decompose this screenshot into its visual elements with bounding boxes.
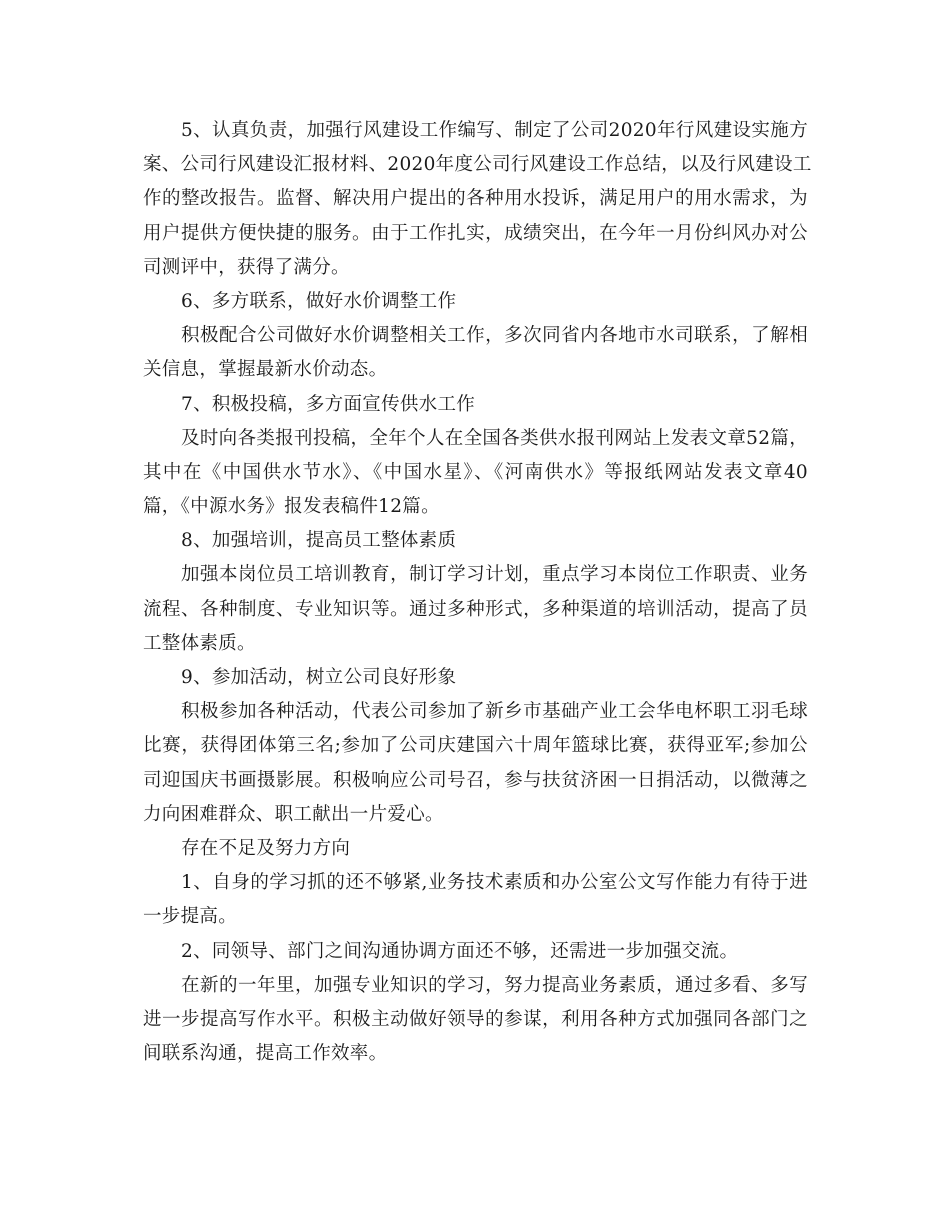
body-paragraph: [143, 969, 808, 1072]
body-paragraph: [143, 319, 808, 387]
text-line: 8、加强培训，提高员工整体素质: [181, 530, 457, 552]
text-line: 加强本岗位员工培训教育，制订学习计划，重点学习本岗位工作职责、业务: [181, 564, 808, 586]
body-paragraph: [143, 558, 808, 661]
body-paragraph: [143, 935, 808, 969]
text-line: 关信息，掌握最新水价动态。: [143, 359, 388, 381]
text-line: 篇，《中源水务》报发表稿件12篇。: [143, 496, 440, 518]
text-line: 在新的一年里，加强专业知识的学习，努力提高业务素质，通过多看、多写: [181, 974, 808, 996]
section-heading: [143, 832, 808, 866]
text-line: 1、自身的学习抓的还不够紧,业务技术素质和办公室公文写作能力有待于进: [181, 872, 808, 894]
text-line: 司测评中，获得了满分。: [143, 256, 350, 278]
text-line: 一步提高。: [143, 906, 238, 928]
text-line: 7、积极投稿，多方面宣传供水工作: [181, 393, 476, 415]
text-line: 工整体素质。: [143, 632, 256, 654]
section-heading: [143, 285, 808, 319]
section-heading: [143, 388, 808, 422]
text-line: 比赛，获得团体第三名;参加了公司庆建国六十周年篮球比赛，获得亚军;参加公: [143, 735, 808, 757]
body-paragraph: [143, 866, 808, 934]
text-line: 2、同领导、部门之间沟通协调方面还不够，还需进一步加强交流。: [181, 940, 739, 962]
text-line: 司迎国庆书画摄影展。积极响应公司号召，参与扶贫济困一日捐活动，以微薄之: [143, 769, 808, 791]
section-heading: [143, 524, 808, 558]
text-line: 作的整改报告。监督、解决用户提出的各种用水投诉，满足用户的用水需求，为: [143, 188, 808, 210]
body-paragraph: [143, 422, 808, 525]
text-line: 其中在《中国供水节水》、《中国水星》、《河南供水》等报纸网站发表文章40: [143, 461, 808, 483]
text-line: 9、参加活动，树立公司良好形象: [181, 667, 457, 688]
text-line: 力向困难群众、职工献出一片爱心。: [143, 803, 444, 825]
text-line: 间联系沟通，提高工作效率。: [143, 1043, 388, 1065]
text-line: 5、认真负责，加强行风建设工作编写、制定了公司2020年行风建设实施方: [181, 120, 808, 141]
document-body: [143, 114, 812, 1071]
body-paragraph: [143, 695, 808, 832]
text-line: 案、公司行风建设汇报材料、2020年度公司行风建设工作总结，以及行风建设工: [143, 154, 812, 176]
text-line: 用户提供方便快捷的服务。由于工作扎实，成绩突出，在今年一月份纠风办对公: [143, 222, 808, 244]
text-line: 及时向各类报刊投稿，全年个人在全国各类供水报刊网站上发表文章52篇，: [181, 427, 808, 449]
section-heading: [143, 661, 808, 695]
text-line: 6、多方联系，做好水价调整工作: [181, 290, 457, 312]
text-line: 存在不足及努力方向: [181, 837, 351, 859]
text-line: 积极参加各种活动，代表公司参加了新乡市基础产业工会华电杯职工羽毛球: [181, 701, 808, 723]
text-line: 流程、各种制度、专业知识等。通过多种形式，多种渠道的培训活动，提高了员: [143, 598, 808, 620]
text-line: 进一步提高写作水平。积极主动做好领导的参谋，利用各种方式加强同各部门之: [143, 1008, 808, 1030]
text-line: 积极配合公司做好水价调整相关工作，多次同省内各地市水司联系，了解相: [181, 325, 808, 347]
body-paragraph: [143, 114, 812, 285]
